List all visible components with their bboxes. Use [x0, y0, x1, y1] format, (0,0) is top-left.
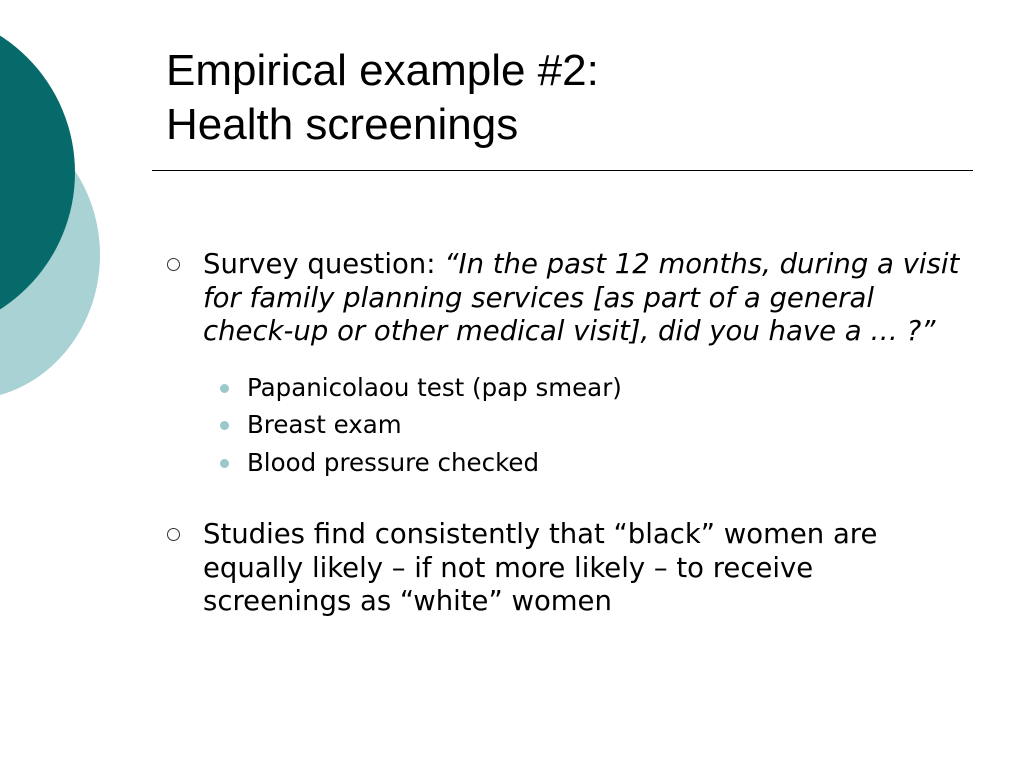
title-line-2: Health screenings: [166, 100, 519, 149]
dot-bullet-icon: [220, 421, 229, 430]
hollow-circle-bullet-icon: [167, 258, 180, 271]
dot-bullet-icon: [220, 459, 229, 468]
screening-list: [160, 369, 960, 482]
slide-body: [160, 248, 960, 619]
list-item: [160, 406, 960, 444]
list-item-label: Breast exam: [247, 410, 402, 439]
list-item-label: Papanicolaou test (pap smear): [247, 372, 622, 402]
bullet-lead-text: Survey question:: [203, 248, 445, 280]
dot-bullet-icon: [220, 384, 229, 393]
bullet-survey-question: [160, 248, 960, 349]
list-item: [160, 369, 960, 407]
list-item: [160, 444, 960, 482]
bullet-studies-finding: [160, 518, 960, 619]
slide-title: [166, 44, 599, 152]
bullet-finding-text: Studies find consistently that “black” women are equally likely – if not more likely – to receive screenings as “white” women: [203, 518, 878, 617]
title-divider: [152, 170, 973, 171]
title-line-1: Empirical example #2:: [166, 46, 599, 95]
list-item-label: Blood pressure checked: [247, 447, 540, 477]
survey-question-quote: “In the past 12 months, during a visit for family planning services [as part of a general check-up or other medical visit], did you have a … ?”: [203, 248, 960, 347]
hollow-circle-bullet-icon: [167, 528, 180, 541]
